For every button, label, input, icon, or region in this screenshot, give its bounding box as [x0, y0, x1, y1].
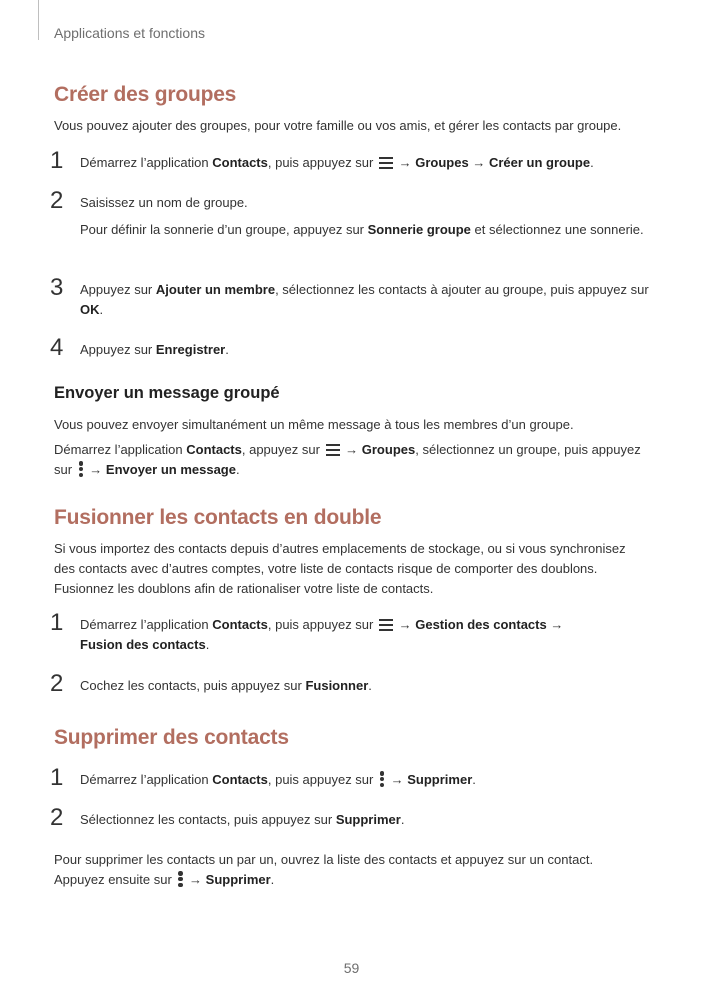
step-note: Pour définir la sonnerie d’un groupe, appuyez sur Sonnerie groupe et sélectionnez une sonnerie.: [80, 222, 644, 237]
more-options-icon: [177, 871, 183, 887]
step-number: 2: [50, 804, 64, 831]
merge-intro: Si vous importez des contacts depuis d’autres emplacements de stockage, ou si vous synchronisez des contacts avec d’autres comptes, votre liste de contacts risque de comporter des doublons. Fusionnez les doublons afin de rationaliser votre liste de contacts.: [54, 541, 626, 596]
delete-outro: Pour supprimer les contacts un par un, ouvrez la liste des contacts et appuyez sur un contact. Appuyez ensuite sur → Supprimer.: [54, 852, 594, 887]
step-text: Saisissez un nom de groupe.: [80, 195, 248, 210]
section-title-delete-contacts: Supprimer des contacts: [54, 726, 289, 749]
create-groups-intro: Vous pouvez ajouter des groupes, pour votre famille ou vos amis, et gérer les contacts par groupe.: [54, 118, 622, 133]
step-text: Démarrez l’application Contacts, puis appuyez sur → Gestion des contacts → Fusion des contacts.: [80, 617, 564, 652]
header-title: Applications et fonctions: [54, 25, 205, 41]
header-divider: [38, 0, 39, 40]
step-text: Cochez les contacts, puis appuyez sur Fusionner.: [80, 678, 372, 693]
hamburger-menu-icon: [326, 444, 340, 455]
step-text: Démarrez l’application Contacts, puis appuyez sur → Groupes → Créer un groupe.: [80, 155, 594, 170]
step-text: Appuyez sur Ajouter un membre, sélectionnez les contacts à ajouter au groupe, puis appuyez sur OK.: [80, 282, 649, 317]
hamburger-menu-icon: [379, 619, 393, 630]
group-message-p2: Démarrez l’application Contacts, appuyez sur → Groupes, sélectionnez un groupe, puis appuyez sur → Envoyer un message.: [54, 442, 641, 477]
step-text: Appuyez sur Enregistrer.: [80, 342, 229, 357]
step-number: 2: [50, 670, 64, 697]
group-message-p1: Vous pouvez envoyer simultanément un même message à tous les membres d’un groupe.: [54, 417, 574, 432]
step-number: 4: [50, 334, 64, 361]
step-number: 3: [50, 274, 64, 301]
step-number: 2: [50, 187, 64, 214]
step-number: 1: [50, 609, 64, 636]
step-number: 1: [50, 764, 64, 791]
step-text: Sélectionnez les contacts, puis appuyez sur Supprimer.: [80, 812, 405, 827]
more-options-icon: [379, 771, 385, 787]
step-text: Démarrez l’application Contacts, puis appuyez sur → Supprimer.: [80, 772, 476, 787]
section-title-merge-contacts: Fusionner les contacts en double: [54, 506, 382, 529]
more-options-icon: [78, 461, 84, 477]
subsection-title-group-message: Envoyer un message groupé: [54, 384, 280, 402]
step-number: 1: [50, 147, 64, 174]
section-title-create-groups: Créer des groupes: [54, 83, 237, 106]
hamburger-menu-icon: [379, 157, 393, 168]
page-number: 59: [343, 960, 360, 976]
